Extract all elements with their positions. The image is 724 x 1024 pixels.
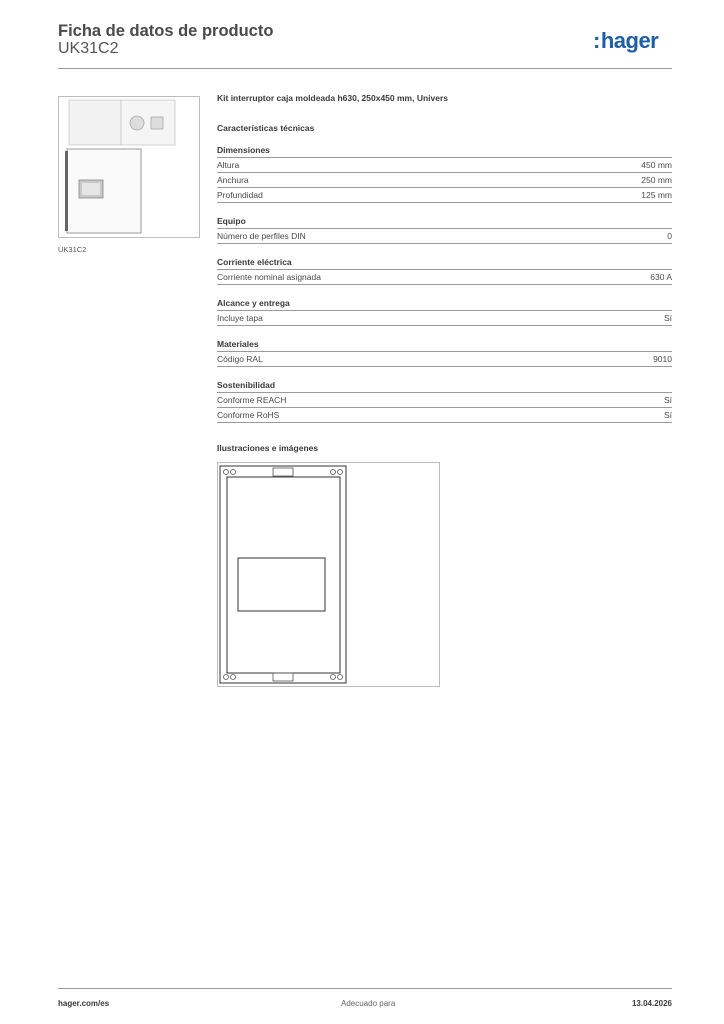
spec-value: 125 mm: [641, 190, 672, 200]
spec-group-title: Materiales: [217, 339, 259, 349]
spec-label: Código RAL: [217, 354, 263, 364]
spec-group-title: Equipo: [217, 216, 246, 226]
footer-center-text: Adecuado para: [341, 999, 396, 1008]
product-description: Kit interruptor caja moldeada h630, 250x450 mm, Univers: [217, 93, 449, 103]
spec-label: Anchura: [217, 175, 249, 185]
spec-value: Sí: [663, 410, 672, 420]
spec-label: Número de perfiles DIN: [217, 231, 306, 241]
spec-group: [217, 298, 672, 326]
spec-rows: [217, 392, 672, 423]
spec-row: [217, 157, 672, 172]
spec-group-title: Sostenibilidad: [217, 380, 276, 390]
spec-value: 250 mm: [641, 175, 672, 185]
spec-value: 0: [667, 231, 672, 241]
spec-value: 9010: [653, 354, 672, 364]
spec-group: [217, 380, 672, 423]
specs-content: [217, 93, 672, 453]
technical-drawing: [217, 462, 440, 687]
spec-value: Sí: [663, 313, 672, 323]
spec-rows: [217, 228, 672, 244]
spec-rows: [217, 157, 672, 203]
spec-row: [217, 187, 672, 203]
spec-rows: [217, 351, 672, 367]
spec-row: [217, 351, 672, 367]
spec-group: [217, 145, 672, 203]
footer-website-link[interactable]: hager.com/es: [58, 999, 110, 1008]
spec-groups: [217, 145, 672, 423]
spec-row: [217, 172, 672, 187]
spec-label: Altura: [217, 160, 240, 170]
spec-label: Conforme RoHS: [217, 410, 280, 420]
spec-row: [217, 228, 672, 244]
spec-row: [217, 269, 672, 285]
spec-rows: [217, 310, 672, 326]
spec-label: Corriente nominal asignada: [217, 272, 321, 282]
footer-divider: [58, 988, 672, 989]
spec-label: Incluye tapa: [217, 313, 263, 323]
product-code-heading: UK31C2: [58, 40, 119, 57]
hager-logo: :hager: [593, 28, 659, 53]
page-title: Ficha de datos de producto: [58, 22, 274, 40]
spec-value: 450 mm: [641, 160, 672, 170]
spec-group-title: Corriente eléctrica: [217, 257, 292, 267]
spec-group: [217, 216, 672, 244]
product-image-caption: UK31C2: [58, 245, 87, 254]
spec-rows: [217, 269, 672, 285]
spec-group: [217, 339, 672, 367]
spec-value: Sí: [663, 395, 672, 405]
spec-row: [217, 310, 672, 326]
spec-row: [217, 407, 672, 423]
spec-value: 630 A: [650, 272, 672, 282]
spec-group: [217, 257, 672, 285]
header-divider: [58, 68, 672, 69]
spec-row: [217, 392, 672, 407]
spec-group-title: Alcance y entrega: [217, 298, 290, 308]
spec-label: Profundidad: [217, 190, 263, 200]
specs-heading: Características técnicas: [217, 123, 315, 133]
product-photo: [58, 96, 200, 238]
illustrations-heading: Ilustraciones e imágenes: [217, 443, 319, 453]
spec-label: Conforme REACH: [217, 395, 287, 405]
spec-group-title: Dimensiones: [217, 145, 270, 155]
footer-date: 13.04.2026: [631, 999, 672, 1008]
